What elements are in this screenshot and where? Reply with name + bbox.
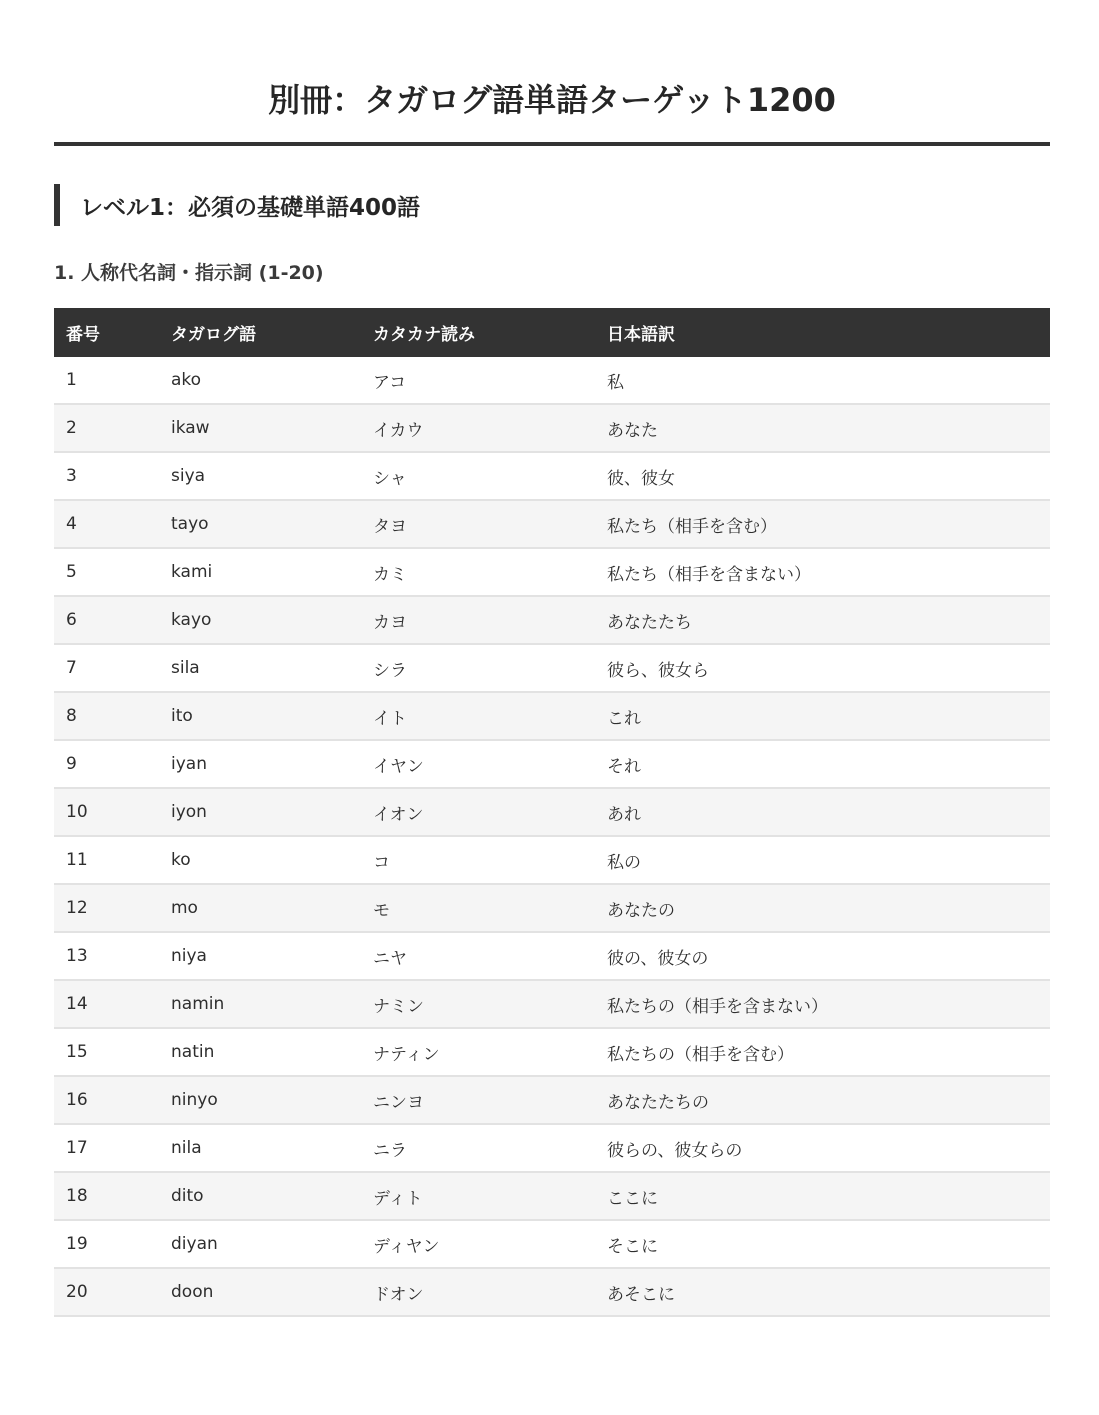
cell-japanese: あなたたち (595, 596, 1050, 644)
vocabulary-table (54, 308, 1050, 1317)
cell-tagalog: ninyo (159, 1076, 361, 1124)
cell-tagalog: doon (159, 1268, 361, 1316)
cell-number: 8 (54, 692, 159, 740)
cell-tagalog: dito (159, 1172, 361, 1220)
cell-katakana: イオン (361, 788, 595, 836)
cell-japanese: 彼らの、彼女らの (595, 1124, 1050, 1172)
cell-japanese: 彼ら、彼女ら (595, 644, 1050, 692)
cell-number: 9 (54, 740, 159, 788)
table-row (54, 884, 1050, 932)
cell-japanese: あなたの (595, 884, 1050, 932)
cell-japanese: あなた (595, 404, 1050, 452)
cell-katakana: シャ (361, 452, 595, 500)
cell-katakana: カミ (361, 548, 595, 596)
cell-tagalog: ikaw (159, 404, 361, 452)
level-heading-text: レベル1：必須の基礎単語400語 (80, 194, 421, 221)
cell-tagalog: ako (159, 357, 361, 404)
cell-katakana: イト (361, 692, 595, 740)
table-row (54, 1172, 1050, 1220)
cell-tagalog: siya (159, 452, 361, 500)
table-row (54, 740, 1050, 788)
header-katakana: カタカナ読み (361, 308, 595, 357)
cell-katakana: シラ (361, 644, 595, 692)
section-heading: 1. 人称代名詞・指示詞 (1-20) (54, 262, 324, 284)
cell-tagalog: ko (159, 836, 361, 884)
cell-number: 6 (54, 596, 159, 644)
cell-number: 18 (54, 1172, 159, 1220)
cell-katakana: イカウ (361, 404, 595, 452)
header-tagalog: タガログ語 (159, 308, 361, 357)
cell-tagalog: namin (159, 980, 361, 1028)
header-japanese: 日本語訳 (595, 308, 1050, 357)
table-row (54, 980, 1050, 1028)
cell-number: 10 (54, 788, 159, 836)
table-row (54, 452, 1050, 500)
cell-japanese: 彼の、彼女の (595, 932, 1050, 980)
cell-japanese: あなたたちの (595, 1076, 1050, 1124)
document-page (54, 0, 1050, 1317)
cell-tagalog: natin (159, 1028, 361, 1076)
cell-katakana: ナティン (361, 1028, 595, 1076)
table-row (54, 1220, 1050, 1268)
cell-katakana: コ (361, 836, 595, 884)
table-row (54, 404, 1050, 452)
cell-tagalog: iyan (159, 740, 361, 788)
cell-katakana: ニヤ (361, 932, 595, 980)
cell-number: 1 (54, 357, 159, 404)
cell-katakana: ディト (361, 1172, 595, 1220)
cell-number: 14 (54, 980, 159, 1028)
cell-number: 3 (54, 452, 159, 500)
cell-japanese: 私の (595, 836, 1050, 884)
table-row (54, 932, 1050, 980)
cell-katakana: タヨ (361, 500, 595, 548)
cell-tagalog: nila (159, 1124, 361, 1172)
cell-number: 13 (54, 932, 159, 980)
table-row (54, 548, 1050, 596)
table-row (54, 788, 1050, 836)
table-header-row (54, 308, 1050, 357)
cell-japanese: 彼、彼女 (595, 452, 1050, 500)
cell-japanese: ここに (595, 1172, 1050, 1220)
table-row (54, 1076, 1050, 1124)
cell-number: 4 (54, 500, 159, 548)
cell-number: 12 (54, 884, 159, 932)
table-row (54, 500, 1050, 548)
cell-katakana: アコ (361, 357, 595, 404)
table-row (54, 1124, 1050, 1172)
header-number: 番号 (54, 308, 159, 357)
cell-japanese: そこに (595, 1220, 1050, 1268)
cell-japanese: 私たちの（相手を含む） (595, 1028, 1050, 1076)
cell-number: 5 (54, 548, 159, 596)
cell-katakana: ニンヨ (361, 1076, 595, 1124)
cell-katakana: ドオン (361, 1268, 595, 1316)
table-row (54, 836, 1050, 884)
cell-katakana: ナミン (361, 980, 595, 1028)
cell-katakana: イヤン (361, 740, 595, 788)
cell-japanese: それ (595, 740, 1050, 788)
table-header (54, 308, 1050, 357)
cell-tagalog: sila (159, 644, 361, 692)
cell-katakana: モ (361, 884, 595, 932)
table-row (54, 644, 1050, 692)
cell-japanese: あそこに (595, 1268, 1050, 1316)
cell-tagalog: ito (159, 692, 361, 740)
cell-tagalog: mo (159, 884, 361, 932)
cell-katakana: カヨ (361, 596, 595, 644)
cell-japanese: 私 (595, 357, 1050, 404)
cell-number: 20 (54, 1268, 159, 1316)
table-row (54, 692, 1050, 740)
table-row (54, 1268, 1050, 1316)
cell-number: 16 (54, 1076, 159, 1124)
table-body (54, 357, 1050, 1316)
cell-tagalog: iyon (159, 788, 361, 836)
cell-number: 2 (54, 404, 159, 452)
table-row (54, 357, 1050, 404)
cell-japanese: 私たち（相手を含む） (595, 500, 1050, 548)
cell-number: 17 (54, 1124, 159, 1172)
cell-tagalog: diyan (159, 1220, 361, 1268)
cell-number: 11 (54, 836, 159, 884)
cell-tagalog: kami (159, 548, 361, 596)
table-row (54, 596, 1050, 644)
cell-katakana: ディヤン (361, 1220, 595, 1268)
cell-tagalog: niya (159, 932, 361, 980)
cell-japanese: これ (595, 692, 1050, 740)
cell-japanese: あれ (595, 788, 1050, 836)
cell-tagalog: tayo (159, 500, 361, 548)
cell-katakana: ニラ (361, 1124, 595, 1172)
cell-japanese: 私たち（相手を含まない） (595, 548, 1050, 596)
document-title: 別冊：タガログ語単語ターゲット1200 (268, 81, 836, 119)
cell-tagalog: kayo (159, 596, 361, 644)
title-divider (54, 142, 1050, 146)
cell-number: 15 (54, 1028, 159, 1076)
level-heading (54, 184, 1050, 226)
cell-japanese: 私たちの（相手を含まない） (595, 980, 1050, 1028)
table-row (54, 1028, 1050, 1076)
cell-number: 19 (54, 1220, 159, 1268)
cell-number: 7 (54, 644, 159, 692)
